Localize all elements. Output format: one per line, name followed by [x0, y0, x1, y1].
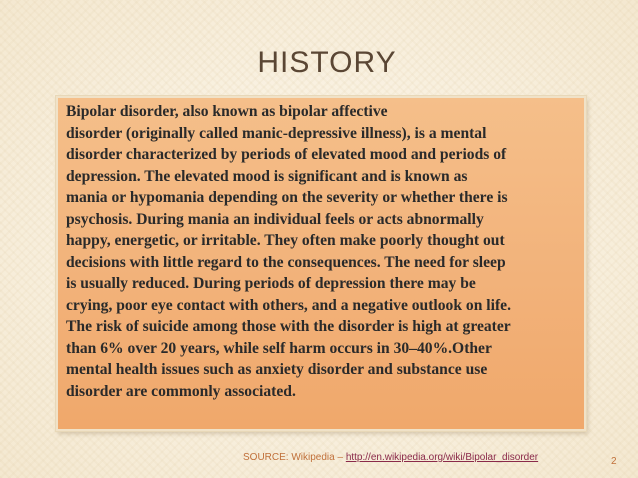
body-line: The risk of suicide among those with the disorder is high at greater — [66, 318, 511, 335]
page-number: 2 — [611, 456, 617, 467]
body-line: than 6% over 20 years, while self harm occurs in 30–40%.Other — [66, 339, 492, 357]
body-line: is usually reduced. During periods of depression there may be — [66, 275, 476, 292]
source-prefix: SOURCE: Wikipedia – — [243, 452, 346, 463]
source-link[interactable]: http://en.wikipedia.org/wiki/Bipolar_disorder — [345, 452, 539, 463]
slide-title: HISTORY — [257, 46, 397, 79]
body-text — [66, 101, 578, 402]
body-line: decisions with little regard to the consequences. The need for sleep — [66, 253, 506, 271]
body-line: disorder characterized by periods of elevated mood and periods of — [66, 146, 507, 163]
body-line: mania or hypomania depending on the severity or whether there is — [66, 189, 508, 206]
body-line: happy, energetic, or irritable. They often make poorly thought out — [66, 232, 505, 249]
body-line: depression. The elevated mood is significant and is known as — [66, 167, 468, 185]
body-line: crying, poor eye contact with others, and a negative outlook on life. — [66, 296, 511, 314]
source-citation — [243, 452, 538, 463]
content-box — [56, 96, 586, 431]
body-line: Bipolar disorder, also known as bipolar affective — [66, 103, 388, 120]
body-line: psychosis. During mania an individual feels or acts abnormally — [66, 210, 484, 228]
body-line: mental health issues such as anxiety disorder and substance use — [66, 361, 488, 378]
body-line: disorder are commonly associated. — [66, 382, 296, 400]
body-line: disorder (originally called manic-depressive illness), is a mental — [66, 124, 487, 142]
